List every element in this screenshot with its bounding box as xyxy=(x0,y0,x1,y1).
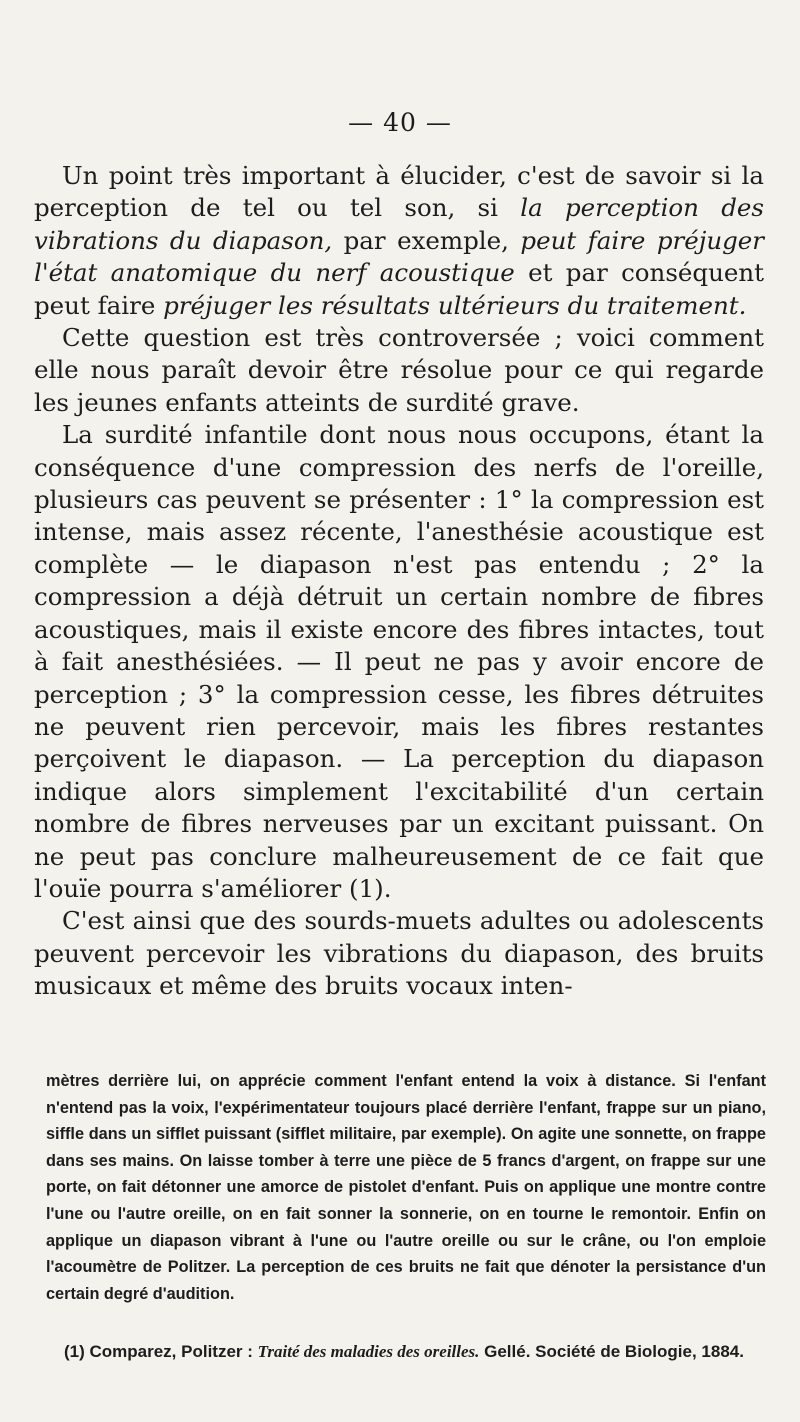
footnote-1-text-a: (1) Comparez, Politzer : xyxy=(64,1342,258,1361)
footnote-1 xyxy=(46,1338,766,1366)
page-number: — 40 — xyxy=(348,108,452,137)
main-text xyxy=(34,160,764,1003)
p1-italic-d: peut faire préjuger l'état anatomique du nerf acoustique xyxy=(34,225,764,288)
paragraph-1 xyxy=(34,160,764,322)
footnote-continuation xyxy=(46,1068,766,1307)
p1-text-e: et par conséquent peut faire xyxy=(34,258,764,320)
paragraph-2: Cette question est très controversée ; voici comment elle nous paraît devoir être résolue pour ce qui regarde les jeunes enfants atteints de surdité grave. xyxy=(34,323,764,417)
p1-text-c: par exemple, xyxy=(332,225,521,255)
footnote-1-title: Traité des maladies des oreilles. xyxy=(257,1342,480,1361)
paragraph-3: La surdité infantile dont nous nous occupons, étant la conséquence d'une compression des nerfs de l'oreille, plusieurs cas peuvent se présenter : 1° la compression est intense, mais assez récente, l'anesthésie acoustique est complète — le diapason n'est pas entendu ; 2° la compression a déjà détruit un certain nombre de fibres acoustiques, mais il existe encore des fibres intactes, tout à fait anesthésiées. — Il peut ne pas y avoir encore de perception ; 3° la compression cesse, les fibres détruites ne peuvent rien percevoir, mais les fibres restantes perçoivent le diapason. — La perception du diapason indique alors simplement l'excitabilité d'un certain nombre de fibres nerveuses par un excitant puissant. On ne peut pas conclure malheureusement de ce fait que l'ouïe pourra s'améliorer (1). xyxy=(34,420,764,903)
p1-text-a: Un point très important à élucider, c'est de savoir si la perception de tel ou tel son, si xyxy=(34,161,764,223)
p1-italic-b: la perception des vibrations du diapason, xyxy=(34,193,764,255)
paragraph-4: C'est ainsi que des sourds-muets adultes ou adolescents peuvent percevoir les vibrations du diapason, des bruits musicaux et même des bruits vocaux inten- xyxy=(34,906,764,1001)
footnote-1-text-c: Gellé. Société de Biologie, 1884. xyxy=(479,1342,744,1361)
p1-italic-f: préjuger les résultats ultérieurs du traitement. xyxy=(163,290,747,320)
footnote-continuation-text: mètres derrière lui, on apprécie comment l'enfant entend la voix à distance. Si l'enfant n'entend pas la voix, l'expérimentateur toujours placé derrière l'enfant, frappe sur un piano, siffle dans un sifflet puissant (sifflet militaire, par exemple). On agite une sonnette, on frappe dans ses mains. On laisse tomber à terre une pièce de 5 francs d'argent, on frappe sur une porte, on fait détonner une amorce de pistolet d'enfant. Puis on applique une montre contre l'une ou l'autre oreille, on en fait sonner la sonnerie, on en tourne le remontoir. Enfin on applique un diapason vibrant à l'une ou l'autre oreille ou sur le crâne, ou l'on emploie l'acoumètre de Politzer. La perception de ces bruits ne fait que dénoter la persistance d'un certain degré d'audition. xyxy=(46,1072,766,1303)
